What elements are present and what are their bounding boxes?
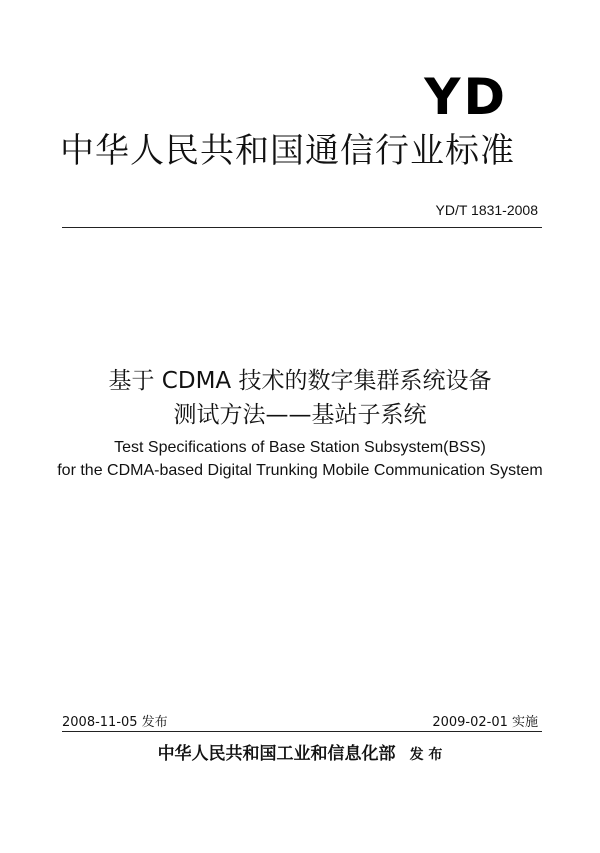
standard-number: YD/T 1831-2008 [435,202,538,218]
chinese-title-line-2: 测试方法——基站子系统 [173,402,427,428]
chinese-title-line-1: 基于 CDMA 技术的数字集群系统设备 [108,368,492,394]
english-title-line-2: for the CDMA-based Digital Trunking Mobile Communication System [57,462,543,479]
publish-action: 发 布 [409,747,443,763]
yd-logo: YD [424,68,508,126]
footer-divider [62,731,542,732]
header-divider [62,227,542,228]
implementation-date: 2009-02-01 实施 [432,715,538,730]
standard-category-title: 中华人民共和国通信行业标准 [60,131,515,171]
issue-date: 2008-11-05 发布 [62,715,168,730]
english-title-line-1: Test Specifications of Base Station Subsystem(BSS) [114,439,486,456]
publisher-line [0,739,600,764]
publisher-name: 中华人民共和国工业和信息化部 [157,744,396,764]
